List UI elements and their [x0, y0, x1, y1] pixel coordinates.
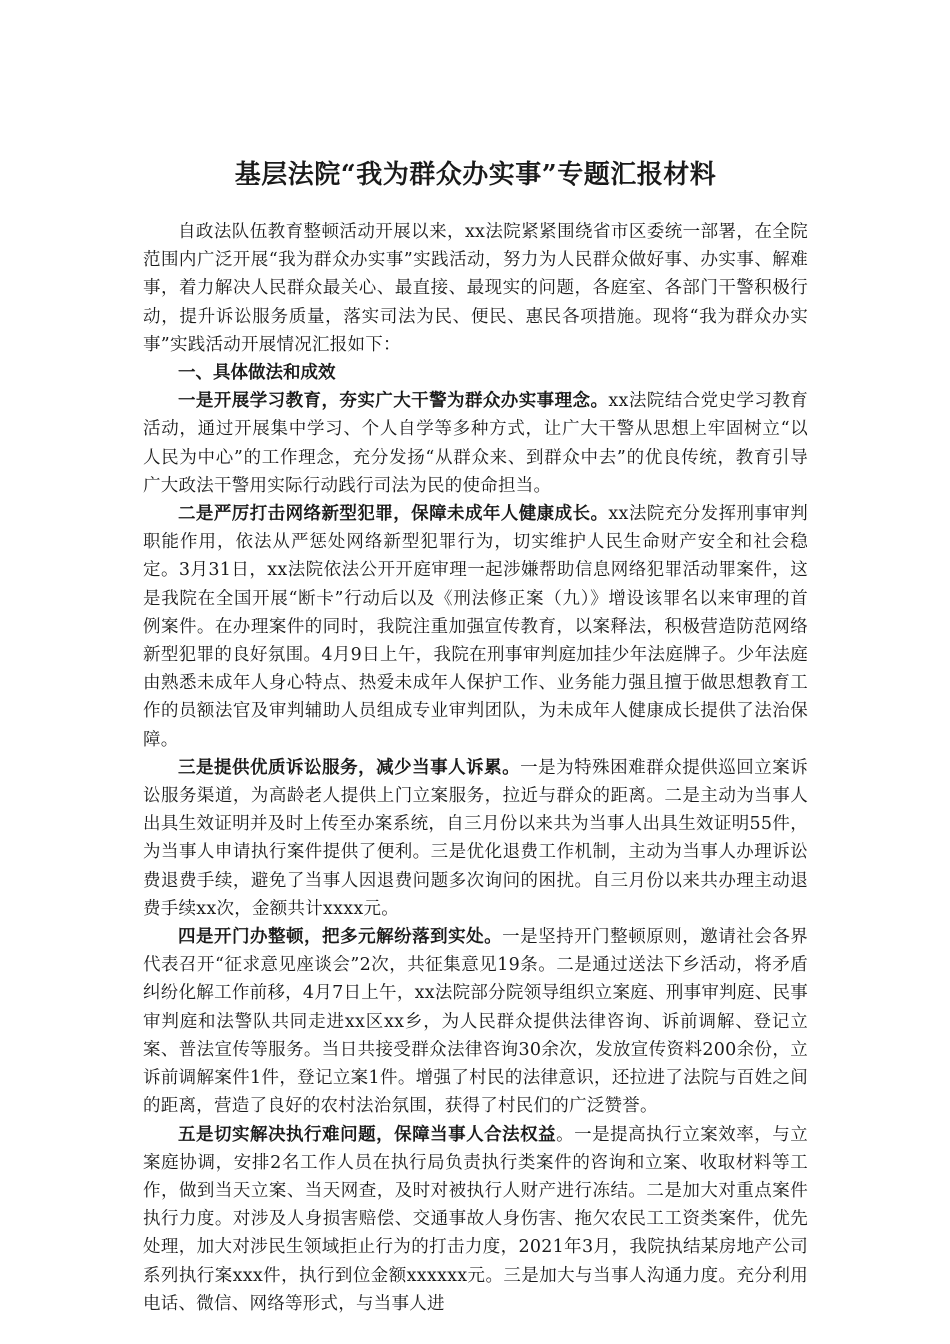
intro-paragraph: 自政法队伍教育整顿活动开展以来，xx法院紧紧围绕省市区委统一部署，在全院范围内广泛开展“我为群众办实事”实践活动，努力为人民群众做好事、办实事、解难事，着力解决人民群众最关心、最直接、最现实的问题，各庭室、各部门干警积极行动，提升诉讼服务质量，落实司法为民、便民、惠民各项措施。现将“我为群众办实事”实践活动开展情况汇报如下： — [143, 222, 808, 355]
item-body-3: 一是为特殊困难群众提供巡回立案诉讼服务渠道，为高龄老人提供上门立案服务，拉近与群众的距离。二是主动为当事人出具生效证明并及时上传至办案系统，自三月份以来共为当事人出具生效证明55件，为当事人申请执行案件提供了便利。三是优化退费工作机制，主动为当事人办理诉讼费退费手续，避免了当事人因退费问题多次询问的困扰。自三月份以来共办理主动退费手续xx次，金额共计xxxx元。 — [143, 757, 808, 919]
document-page — [143, 150, 808, 1318]
section-heading: 一、具体做法和成效 — [178, 363, 336, 384]
item-body-5: 。一是提高执行立案效率，与立案庭协调，安排2名工作人员在执行局负责执行类案件的咨询和立案、收取材料等工作，做到当天立案、当天网查，及时对被执行人财产进行冻结。二是加大对重点案件执行力度。对涉及人身损害赔偿、交通事故人身伤害、拖欠农民工工资类案件，优先处理，加大对涉民生领域拒止行为的打击力度，2021年3月，我院执结某房地产公司系列执行案xxx件，执行到位金额xxxxxx元。三是加大与当事人沟通力度。充分利用电话、微信、网络等形式，与当事人进 — [143, 1124, 809, 1314]
item-body-4: 一是坚持开门整顿原则，邀请社会各界代表召开“征求意见座谈会”2次，共征集意见19条。二是通过送法下乡活动，将矛盾纠纷化解工作前移，4月7日上午，xx法院部分院领导组织立案庭、刑事审判庭、民事审判庭和法警队共同走进xx区xx乡，为人民群众提供法律咨询、诉前调解、登记立案、普法宣传等服务。当日共接受群众法律咨询30余次，发放宣传资料200余份，立诉前调解案件1件，登记立案1件。增强了村民的法律意识，还拉进了法院与百姓之间的距离，营造了良好的农村法治氛围，获得了村民们的广泛赞誉。 — [143, 927, 809, 1117]
item-paragraph-3 — [143, 754, 808, 923]
item-lead-1: 一是开展学习教育，夯实广大干警为群众办实事理念。 — [178, 391, 609, 412]
item-lead-5: 五是切实解决执行难问题，保障当事人合法权益 — [178, 1124, 557, 1145]
item-body-2: xx法院充分发挥刑事审判职能作用，依法从严惩处网络新型犯罪行为，切实维护人民生命财产安全和社会稳定。3月31日，xx法院依法公开开庭审理一起涉嫌帮助信息网络犯罪活动罪案件，这是我院在全国开展“断卡”行动后以及《刑法修正案（九）》增设该罪名以来审理的首例案件。在办理案件的同时，我院注重加强宣传教育，以案释法，积极营造防范网络新型犯罪的良好氛围。4月9日上午，我院在刑事审判庭加挂少年法庭牌子。少年法庭由熟悉未成年人身心特点、热爱未成年人保护工作、业务能力强且擅于做思想教育工作的员额法官及审判辅助人员组成专业审判团队，为未成年人健康成长提供了法治保障。 — [143, 504, 808, 750]
document-title: 基层法院“我为群众办实事”专题汇报材料 — [234, 160, 717, 190]
item-paragraph-1 — [143, 387, 808, 500]
item-lead-2: 二是严厉打击网络新型犯罪，保障未成年人健康成长。 — [178, 504, 609, 525]
item-paragraph-2 — [143, 500, 808, 754]
item-paragraph-4 — [143, 923, 808, 1120]
item-paragraph-5 — [143, 1121, 808, 1318]
item-body-1: xx法院结合党史学习教育活动，通过开展集中学习、个人自学等多种方式，让广大干警从思想上牢固树立“以人民为中心”的工作理念，充分发扬“从群众来、到群众中去”的优良传统，教育引导广大政法干警用实际行动践行司法为民的使命担当。 — [143, 391, 808, 496]
item-lead-4: 四是开门办整顿，把多元解纷落到实处。 — [178, 927, 503, 948]
item-lead-3: 三是提供优质诉讼服务，减少当事人诉累。 — [178, 757, 521, 778]
